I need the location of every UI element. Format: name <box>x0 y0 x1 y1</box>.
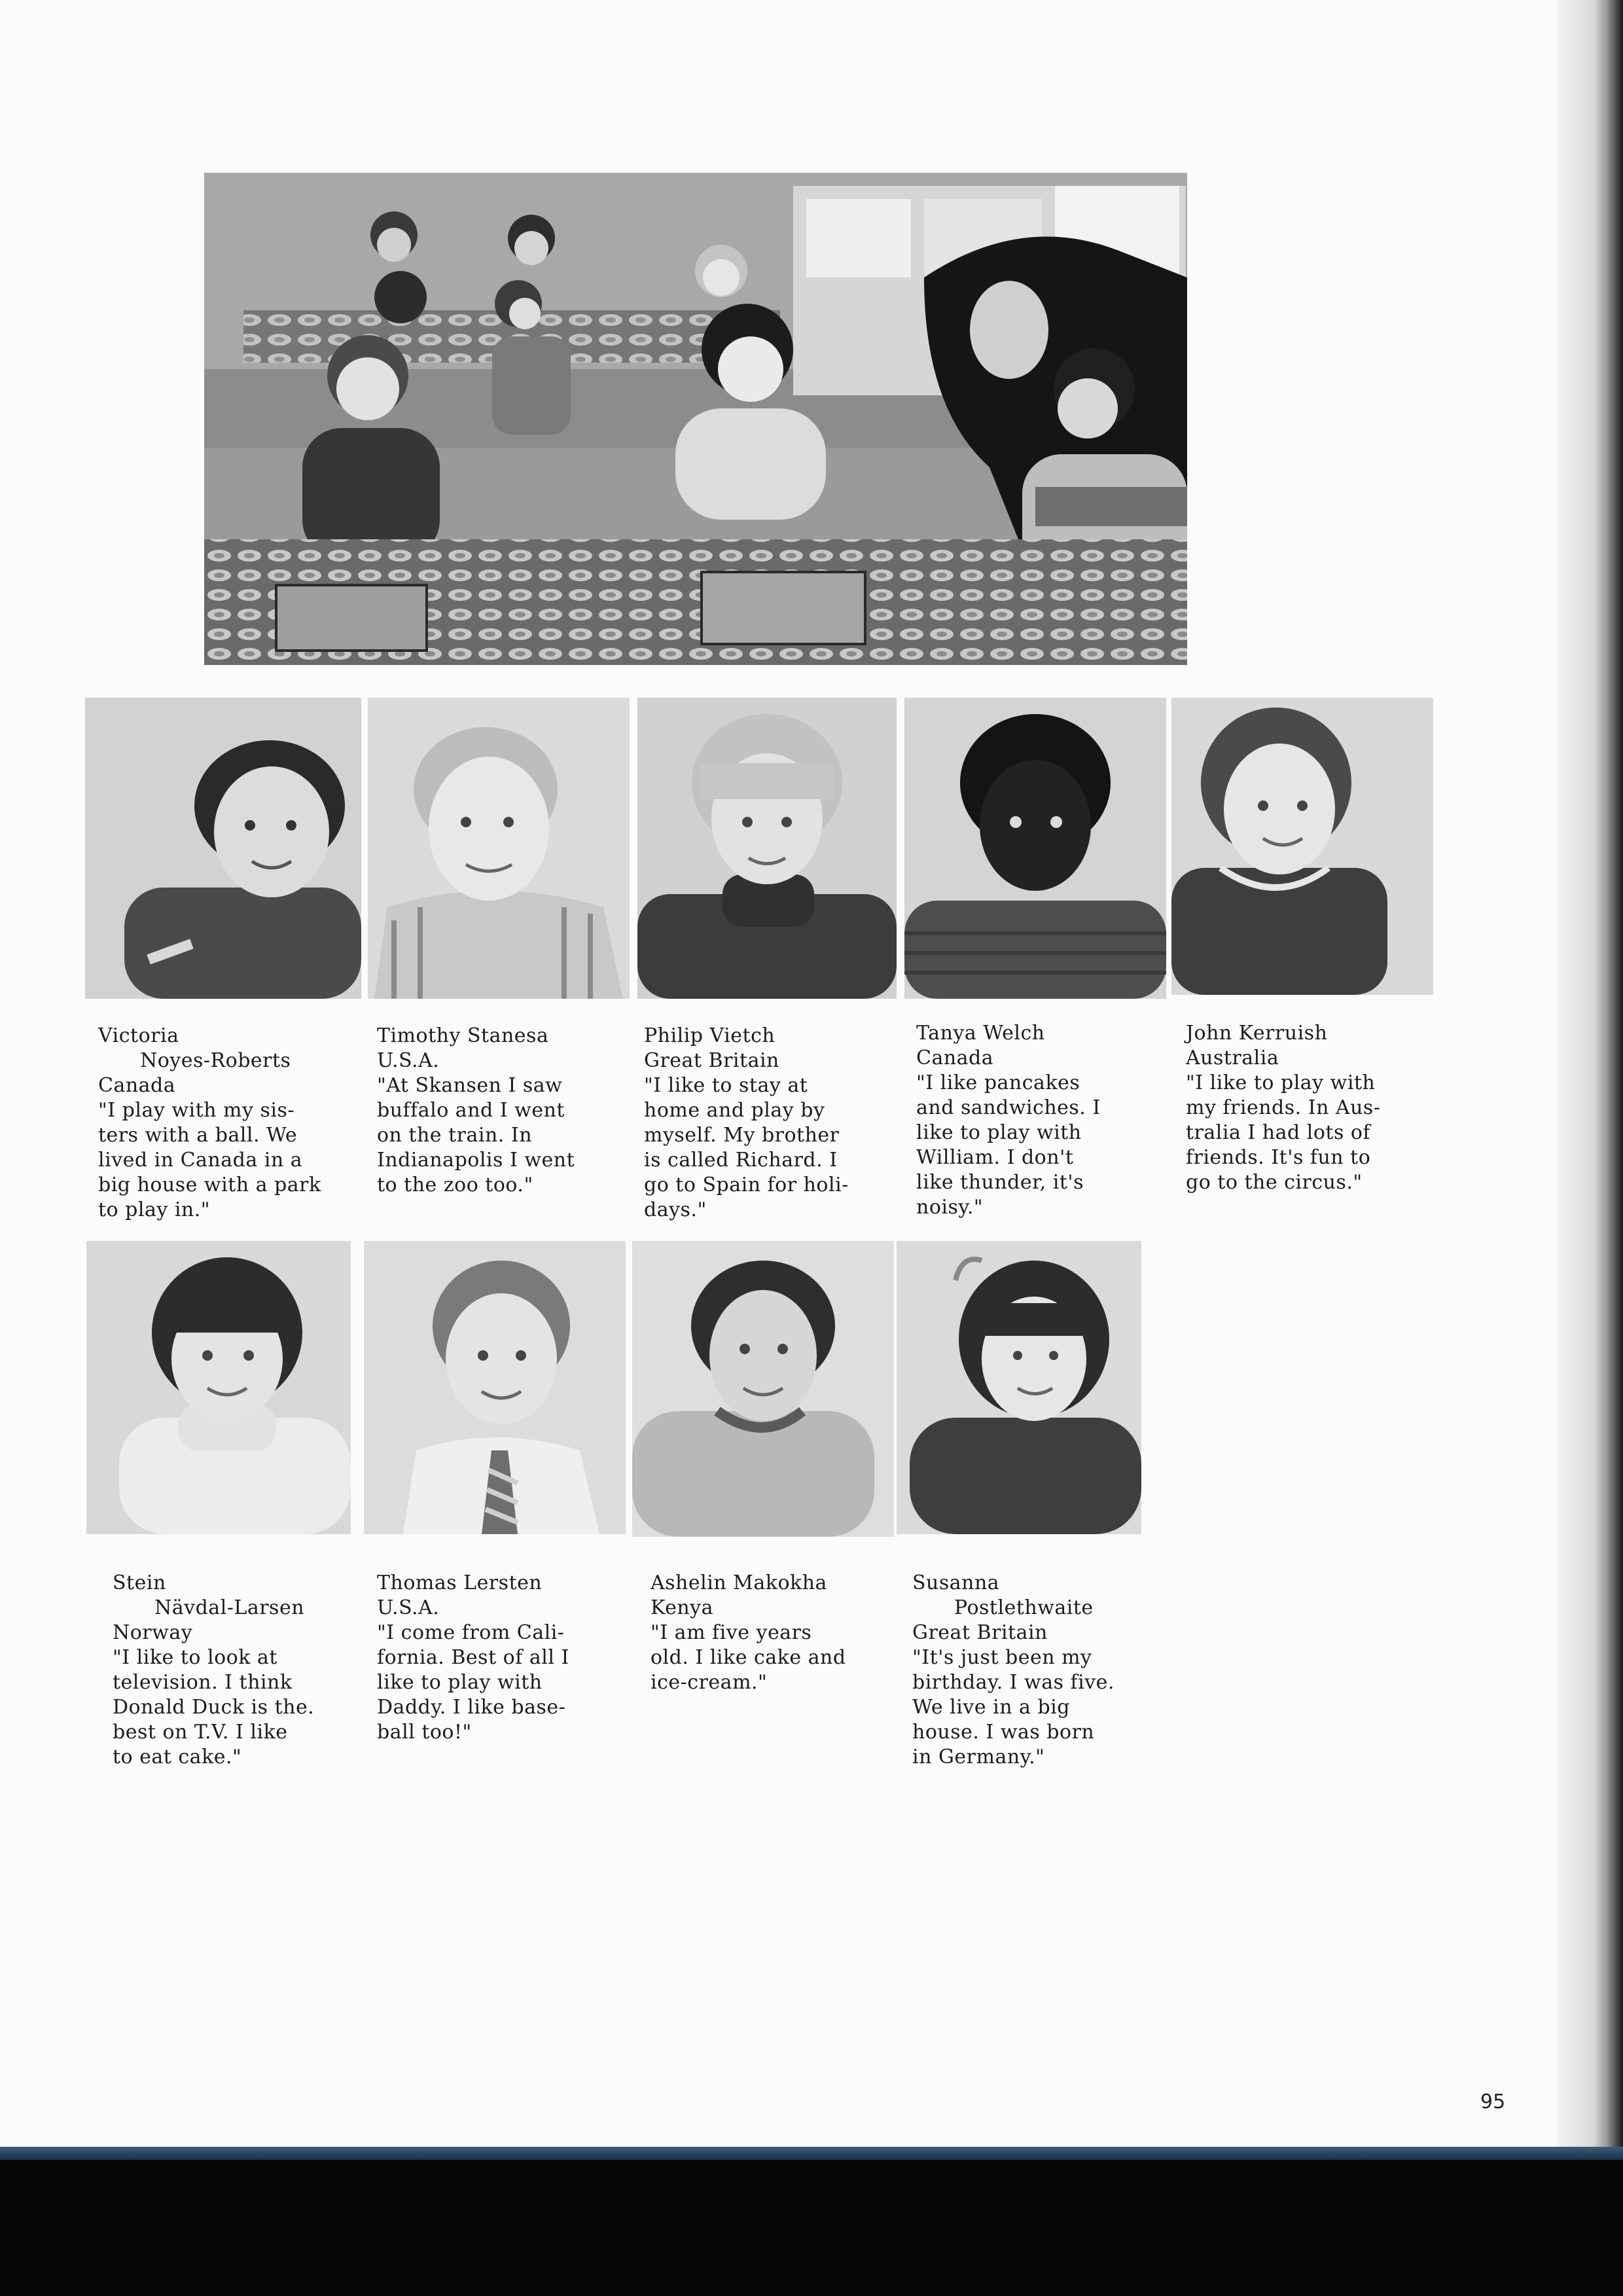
quote-line: days." <box>644 1198 707 1221</box>
child-name: John Kerruish <box>1186 1022 1328 1045</box>
quote-line: home and play by <box>644 1099 825 1122</box>
book-page-edge <box>1558 0 1623 2160</box>
caption-philip-vietch <box>644 1024 849 1223</box>
quote-line: Daddy. I like base- <box>377 1696 566 1719</box>
portrait-stein-navdal-larsen <box>86 1241 351 1534</box>
quote-line: like to play with <box>377 1671 543 1694</box>
quote-line: "I like to stay at <box>644 1074 808 1097</box>
quote-line: "I like pancakes <box>916 1071 1080 1094</box>
quote-line: house. I was born <box>912 1721 1095 1744</box>
child-name: Susanna <box>912 1571 1000 1594</box>
child-country: Canada <box>98 1074 176 1097</box>
quote-line: lived in Canada in a <box>98 1149 303 1172</box>
quote-line: ice-cream." <box>651 1671 768 1694</box>
quote-line: noisy." <box>916 1196 984 1219</box>
portrait-philip-vietch <box>637 698 897 999</box>
quote-line: "I like to play with <box>1186 1071 1376 1094</box>
classroom-photo <box>204 173 1187 665</box>
child-country: Great Britain <box>912 1621 1048 1644</box>
quote-line: "I like to look at <box>113 1646 277 1669</box>
portrait-victoria-noyes-roberts <box>85 698 361 999</box>
scan-background <box>0 2160 1623 2296</box>
quote-line: go to the circus." <box>1186 1171 1363 1194</box>
quote-line: like to play with <box>916 1121 1082 1144</box>
quote-line: to the zoo too." <box>377 1174 533 1196</box>
caption-john-kerruish <box>1186 1021 1380 1195</box>
caption-susanna-postlethwaite <box>912 1571 1115 1770</box>
child-country: Norway <box>113 1621 193 1644</box>
portrait-john-kerruish <box>1171 698 1433 995</box>
quote-line: "I come from Cali- <box>377 1621 565 1644</box>
quote-line: "I am five years <box>651 1621 812 1644</box>
child-name-continued: Postlethwaite <box>954 1596 1094 1619</box>
child-name: Tanya Welch <box>916 1022 1045 1045</box>
quote-line: Indianapolis I went <box>377 1149 575 1172</box>
quote-line: birthday. I was five. <box>912 1671 1115 1694</box>
child-name: Stein <box>113 1571 166 1594</box>
caption-thomas-lersten <box>377 1571 569 1745</box>
quote-line: old. I like cake and <box>651 1646 846 1669</box>
child-name: Timothy Stanesa <box>377 1024 549 1047</box>
portrait-tanya-welch <box>904 698 1166 999</box>
child-name: Ashelin Makokha <box>651 1571 827 1594</box>
child-name-continued: Nävdal-Larsen <box>154 1596 305 1619</box>
quote-line: Donald Duck is the. <box>113 1696 315 1719</box>
child-country: Kenya <box>651 1596 714 1619</box>
quote-line: to eat cake." <box>113 1746 242 1768</box>
quote-line: best on T.V. I like <box>113 1721 288 1744</box>
quote-line: myself. My brother <box>644 1124 840 1147</box>
quote-line: fornia. Best of all I <box>377 1646 569 1669</box>
quote-line: and sandwiches. I <box>916 1096 1101 1119</box>
caption-victoria-noyes-roberts <box>98 1024 321 1223</box>
quote-line: is called Richard. I <box>644 1149 838 1172</box>
page-number: 95 <box>1480 2090 1506 2113</box>
quote-line: "At Skansen I saw <box>377 1074 563 1097</box>
child-name: Philip Vietch <box>644 1024 776 1047</box>
quote-line: on the train. In <box>377 1124 533 1147</box>
portrait-susanna-postlethwaite <box>897 1241 1141 1534</box>
quote-line: We live in a big <box>912 1696 1070 1719</box>
caption-ashelin-makokha <box>651 1571 846 1695</box>
child-name: Thomas Lersten <box>377 1571 543 1594</box>
caption-stein-navdal-larsen <box>113 1571 314 1770</box>
quote-line: William. I don't <box>916 1146 1074 1169</box>
quote-line: big house with a park <box>98 1174 321 1196</box>
quote-line: ball too!" <box>377 1721 472 1744</box>
book-binding-strip <box>0 2147 1623 2160</box>
child-country: U.S.A. <box>377 1049 440 1072</box>
quote-line: to play in." <box>98 1198 211 1221</box>
portrait-ashelin-makokha <box>632 1241 894 1537</box>
quote-line: "I play with my sis- <box>98 1099 294 1122</box>
quote-line: in Germany." <box>912 1746 1045 1768</box>
quote-line: friends. It's fun to <box>1186 1146 1371 1169</box>
child-country: Great Britain <box>644 1049 779 1072</box>
child-name-continued: Noyes-Roberts <box>140 1049 291 1072</box>
quote-line: my friends. In Aus- <box>1186 1096 1381 1119</box>
quote-line: television. I think <box>113 1671 293 1694</box>
quote-line: go to Spain for holi- <box>644 1174 849 1196</box>
portrait-thomas-lersten <box>364 1241 626 1534</box>
child-name: Victoria <box>98 1024 179 1047</box>
portrait-timothy-stanesa <box>368 698 630 999</box>
caption-tanya-welch <box>916 1021 1101 1220</box>
quote-line: buffalo and I went <box>377 1099 565 1122</box>
child-country: Canada <box>916 1047 994 1069</box>
quote-line: like thunder, it's <box>916 1171 1084 1194</box>
child-country: U.S.A. <box>377 1596 440 1619</box>
quote-line: "It's just been my <box>912 1646 1092 1669</box>
child-country: Australia <box>1186 1047 1279 1069</box>
quote-line: tralia I had lots of <box>1186 1121 1371 1144</box>
caption-timothy-stanesa <box>377 1024 575 1198</box>
quote-line: ters with a ball. We <box>98 1124 298 1147</box>
